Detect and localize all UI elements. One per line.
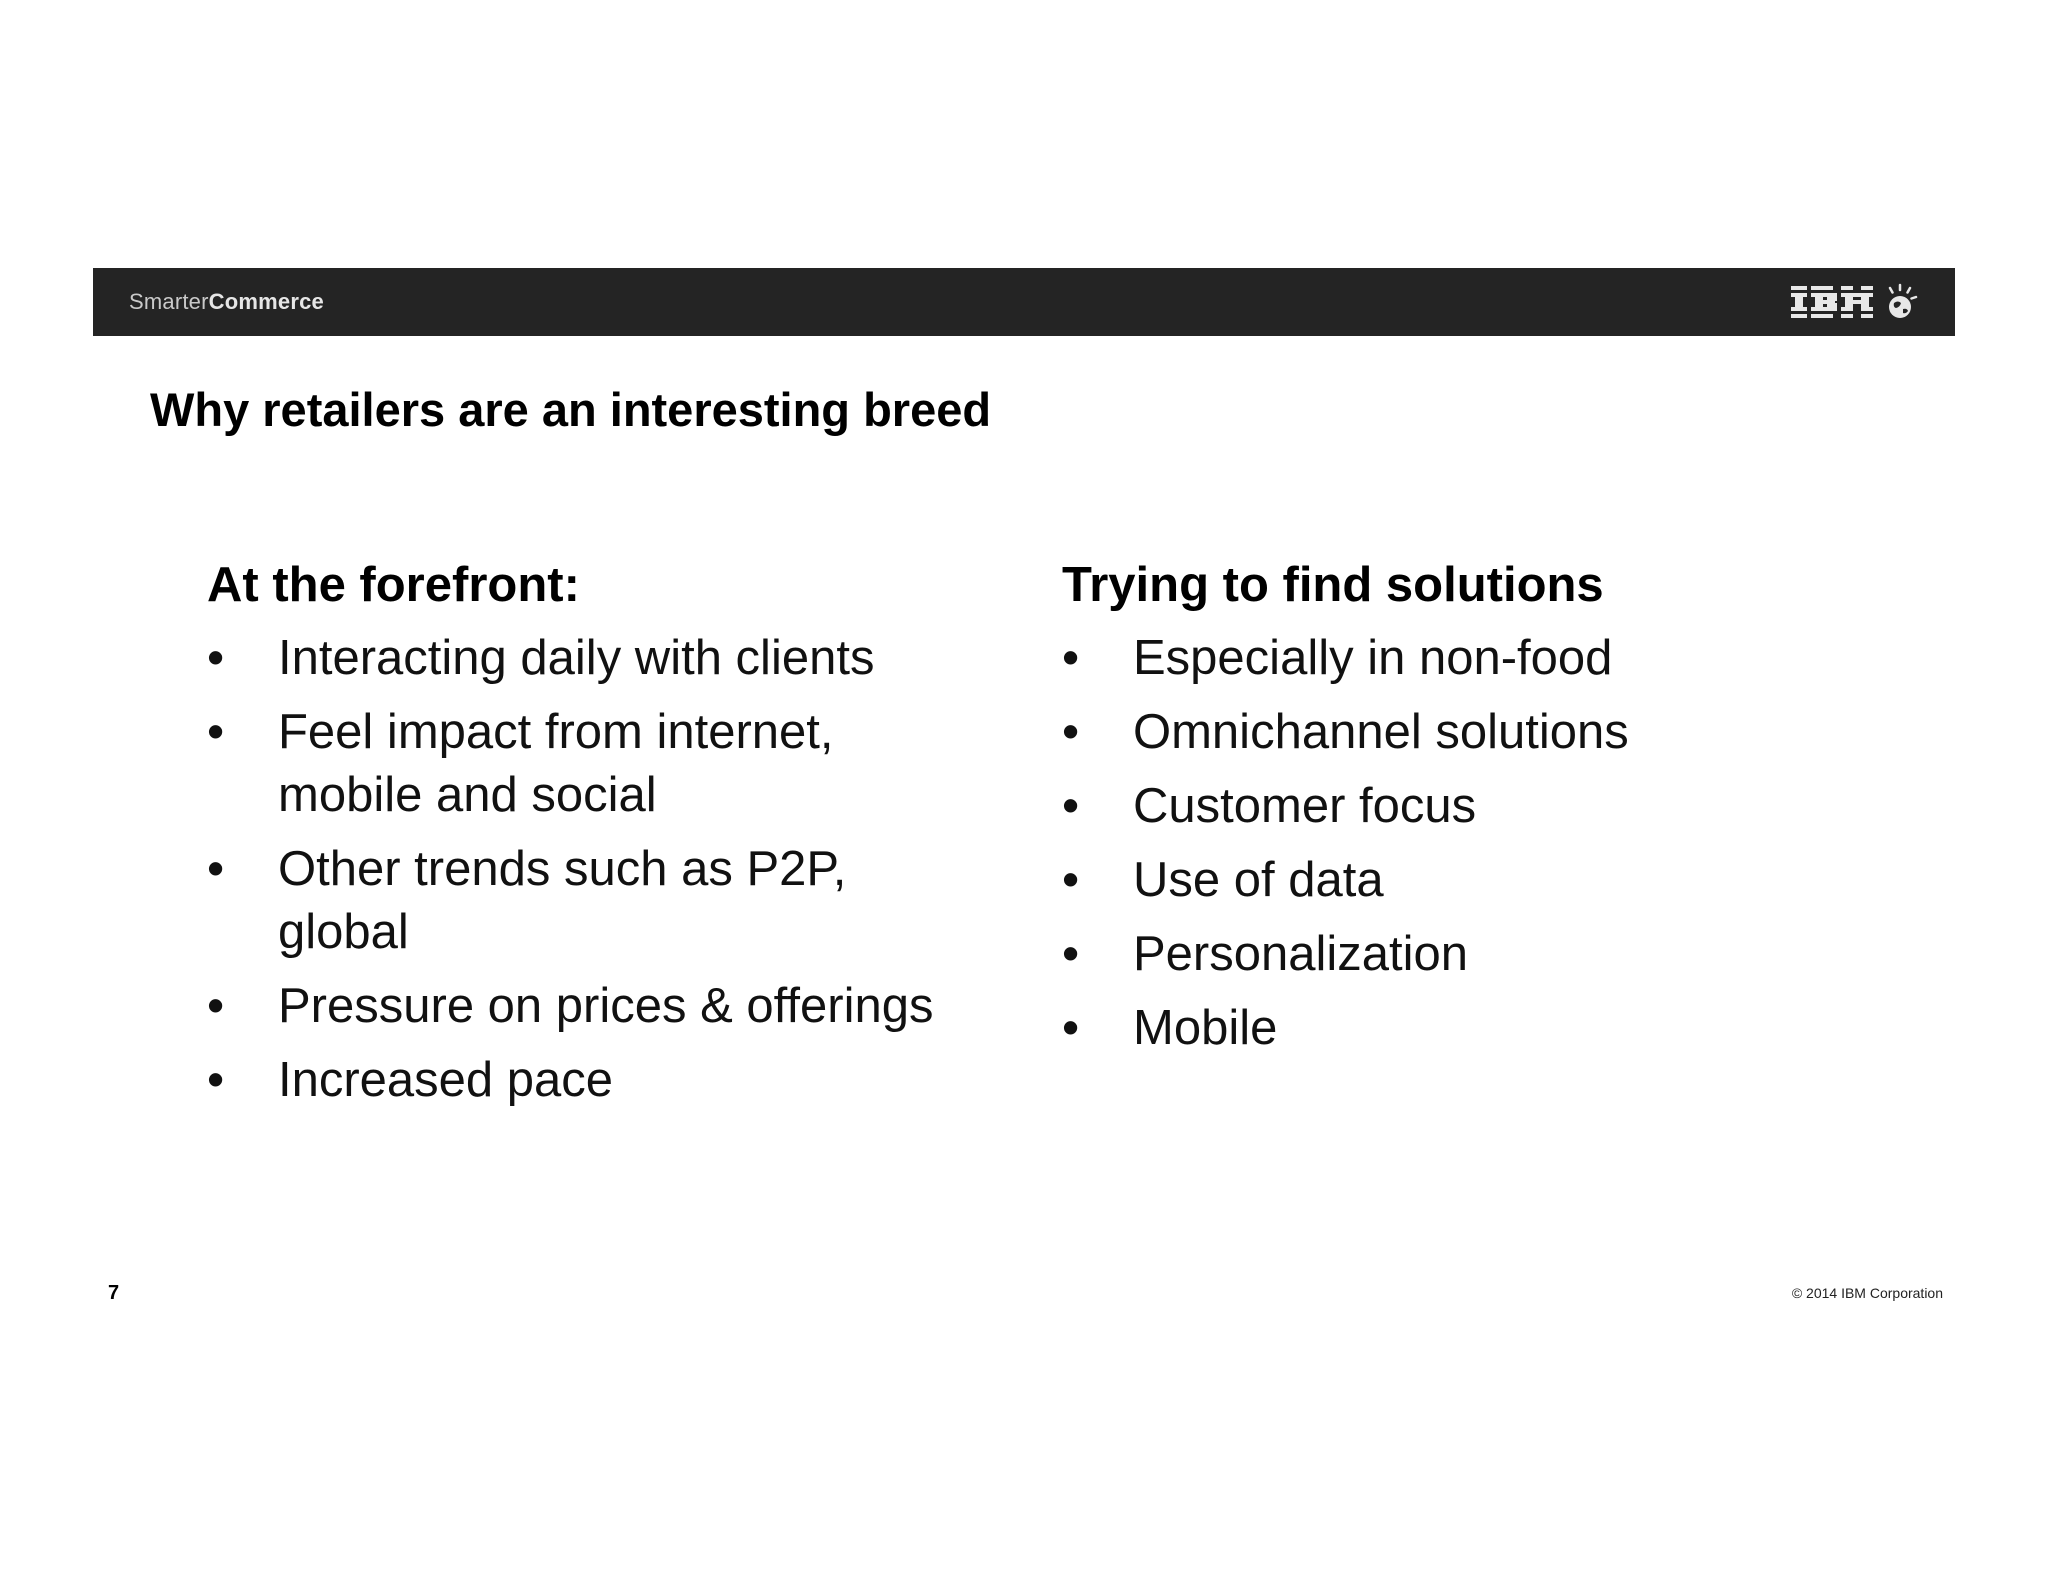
brand-bold-text: Commerce: [208, 289, 324, 314]
bullet-text: Other trends such as P2P, global: [278, 842, 847, 959]
bullet-text: Feel impact from internet, mobile and social: [278, 705, 834, 822]
right-column-heading: Trying to find solutions: [1062, 558, 1604, 612]
list-item: [1062, 849, 1862, 912]
smarter-planet-globe-icon: [1881, 283, 1919, 321]
header-bar: [93, 268, 1955, 336]
list-item: [1062, 923, 1862, 986]
bullet-icon: •: [207, 631, 225, 685]
bullet-icon: •: [207, 1053, 225, 1107]
list-item: [207, 838, 1007, 964]
brand-light-text: Smarter: [129, 289, 209, 314]
bullet-text: Omnichannel solutions: [1133, 705, 1629, 759]
bullet-text: Especially in non-food: [1133, 631, 1613, 685]
bullet-icon: •: [207, 842, 225, 896]
list-item: [207, 1049, 1007, 1112]
bullet-icon: •: [1062, 631, 1080, 685]
list-item: [207, 701, 1007, 827]
bullet-text: Personalization: [1133, 927, 1469, 981]
bullet-text: Use of data: [1133, 853, 1384, 907]
left-column-heading: At the forefront:: [207, 558, 580, 612]
bullet-icon: •: [1062, 853, 1080, 907]
smarter-commerce-brand: [129, 290, 324, 314]
bullet-icon: •: [1062, 705, 1080, 759]
bullet-text: Interacting daily with clients: [278, 631, 875, 685]
bullet-text: Customer focus: [1133, 779, 1477, 833]
bullet-text: Increased pace: [278, 1053, 614, 1107]
left-column: [207, 553, 1007, 1123]
left-bullet-list: [207, 627, 1007, 1112]
bullet-icon: •: [207, 979, 225, 1033]
bullet-icon: •: [1062, 1001, 1080, 1055]
slide-title: Why retailers are an interesting breed: [150, 383, 992, 436]
list-item: [1062, 701, 1862, 764]
list-item: [1062, 775, 1862, 838]
right-column: [1062, 553, 1862, 1071]
list-item: [207, 627, 1007, 690]
bullet-icon: •: [207, 705, 225, 759]
ibm-logo-wordmark-icon: [1791, 285, 1875, 319]
ibm-logo: [1791, 282, 1919, 322]
right-bullet-list: [1062, 627, 1862, 1060]
list-item: [1062, 997, 1862, 1060]
list-item: [1062, 627, 1862, 690]
copyright-notice: © 2014 IBM Corporation: [1791, 1285, 1943, 1301]
bullet-text: Pressure on prices & offerings: [278, 979, 934, 1033]
bullet-text: Mobile: [1133, 1001, 1278, 1055]
list-item: [207, 975, 1007, 1038]
bullet-icon: •: [1062, 927, 1080, 981]
page-number: 7: [108, 1282, 120, 1304]
bullet-icon: •: [1062, 779, 1080, 833]
